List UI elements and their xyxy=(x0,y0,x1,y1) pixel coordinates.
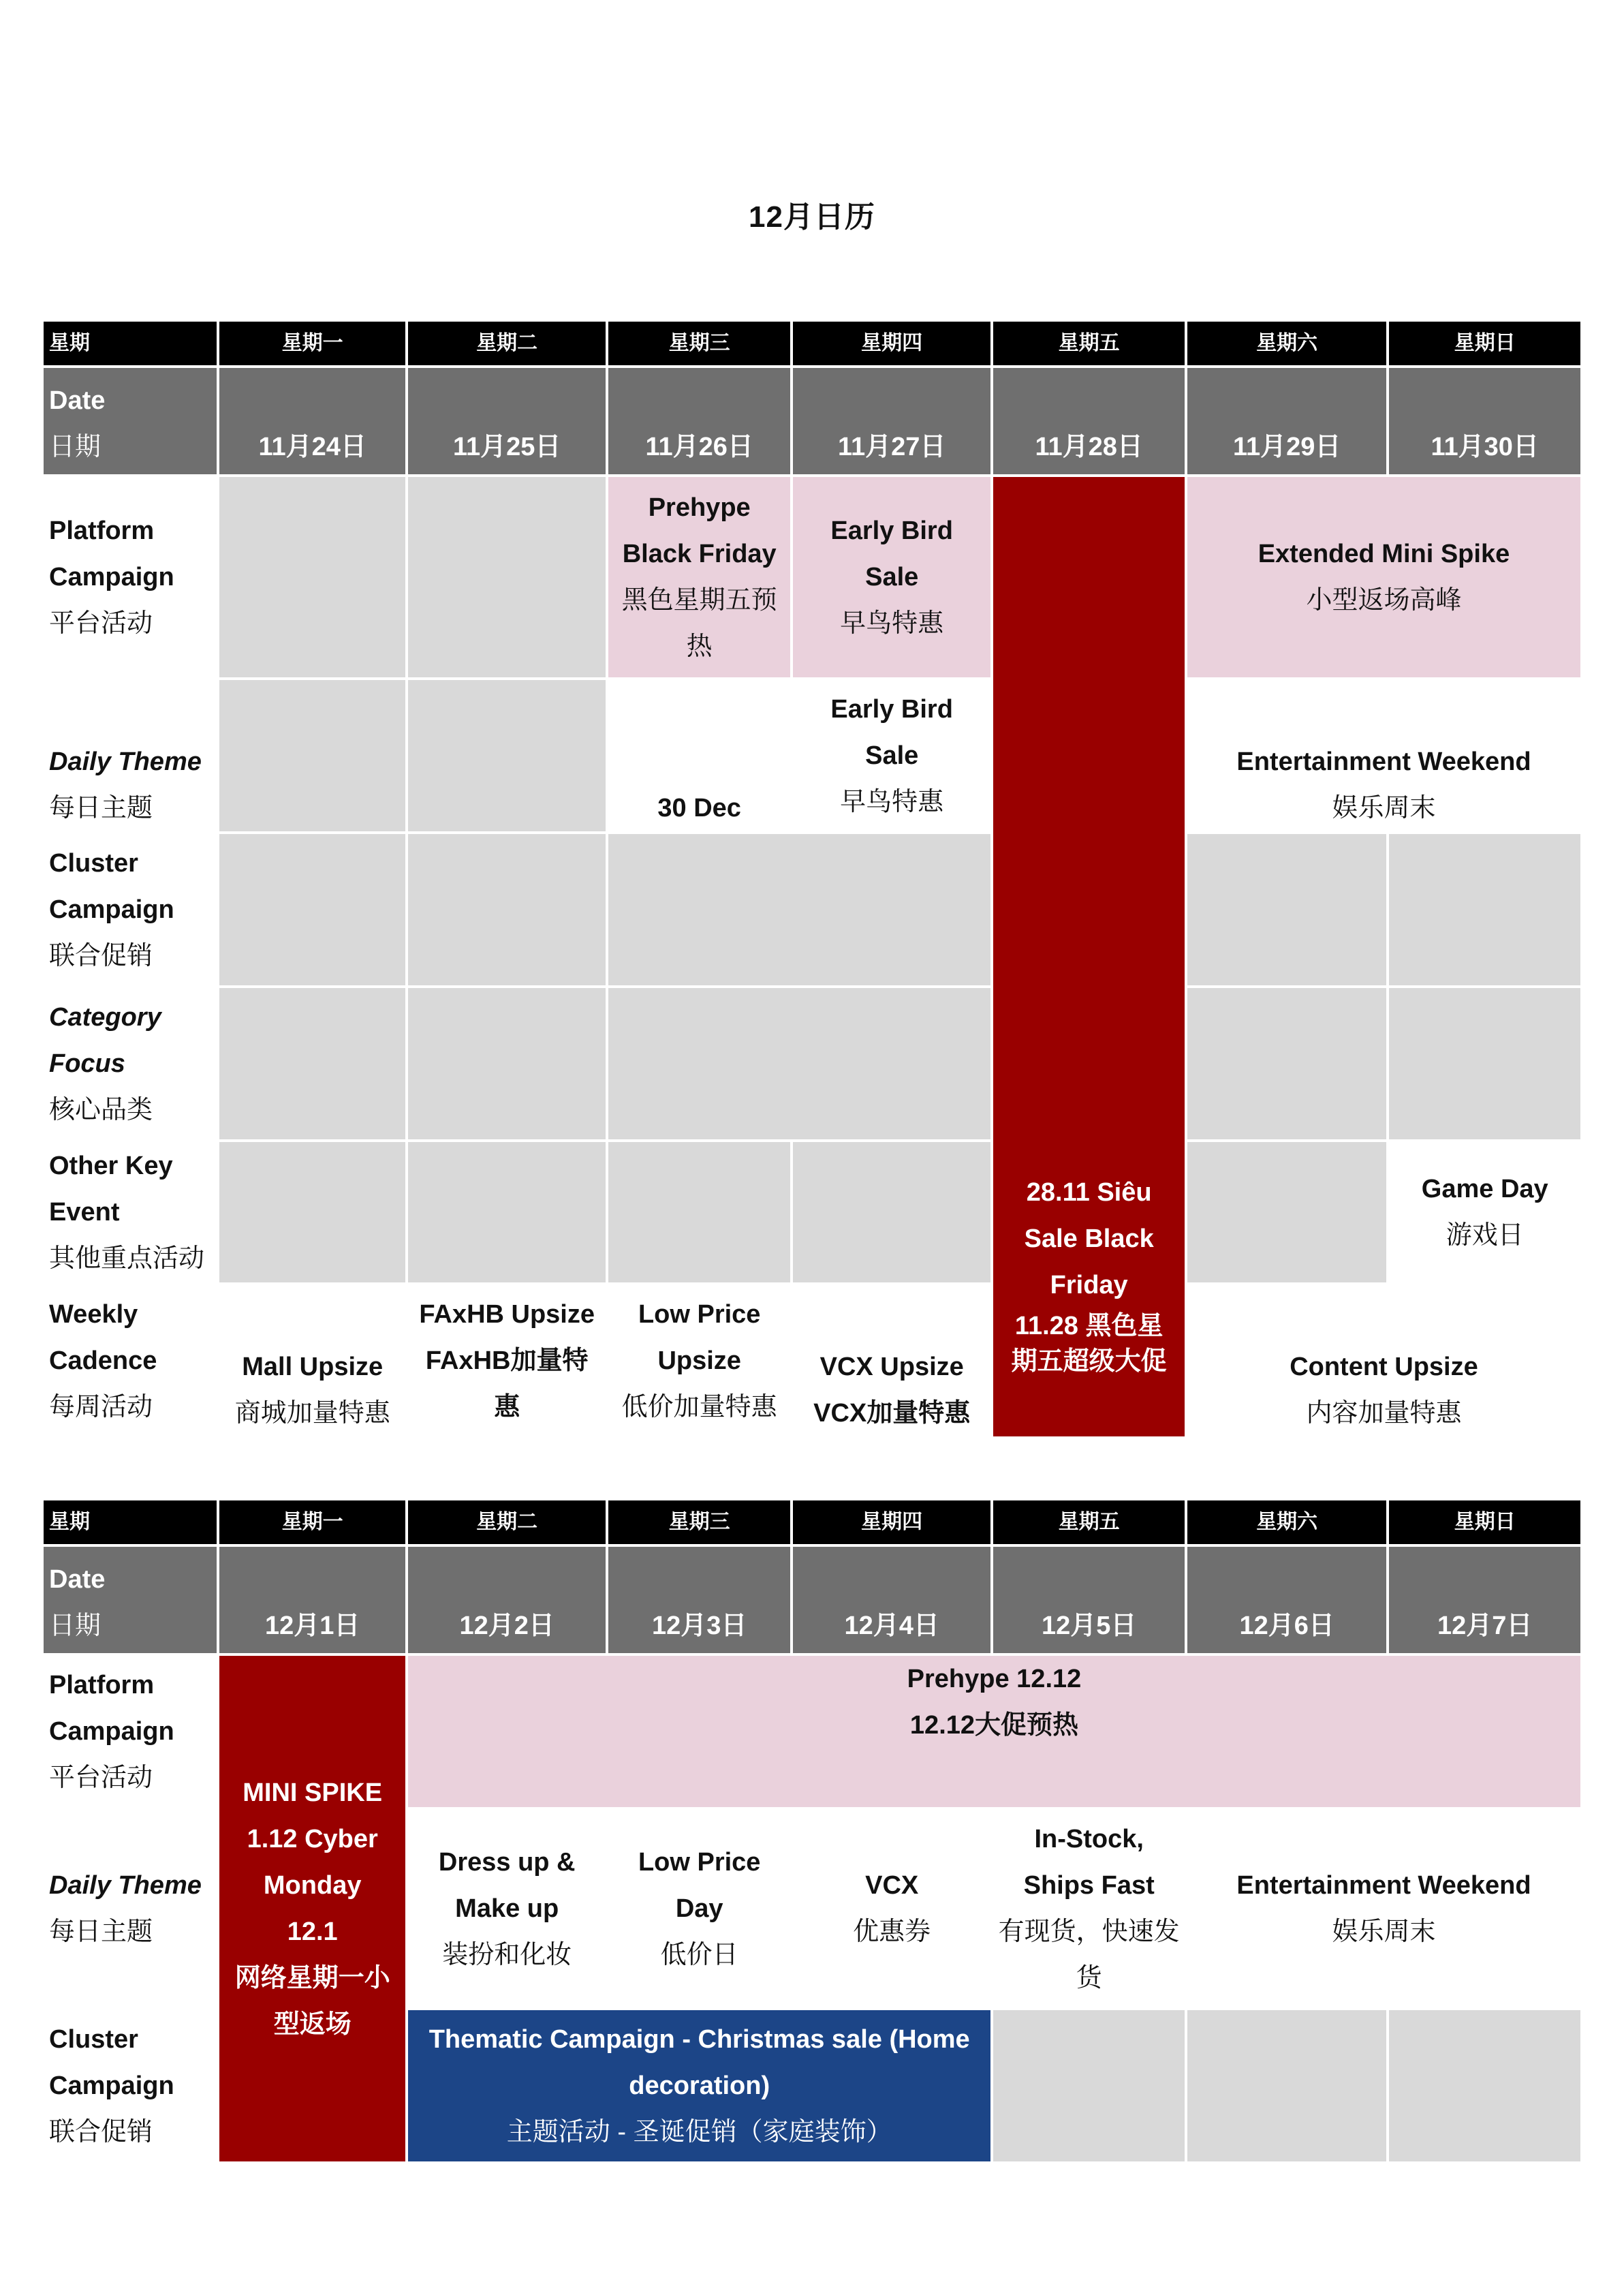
empty-cell xyxy=(608,988,990,1139)
platform-campaign-label: Platform Campaign 平台活动 xyxy=(44,477,217,677)
empty-cell xyxy=(1389,988,1580,1139)
date-cell: 12月7日 xyxy=(1389,1547,1580,1653)
date-row xyxy=(44,368,1580,474)
weekday-tue: 星期二 xyxy=(408,1500,606,1544)
weekday-fri: 星期五 xyxy=(993,1500,1185,1544)
other-key-event-label: Other Key Event 其他重点活动 xyxy=(44,1142,217,1282)
page-title: 12月日历 xyxy=(749,200,875,234)
weekday-tue: 星期二 xyxy=(408,322,606,365)
weekday-sun: 星期日 xyxy=(1389,1500,1580,1544)
entertainment-weekend-cell: Entertainment Weekend 娱乐周末 xyxy=(1187,680,1580,831)
weekday-label: 星期 xyxy=(44,1500,217,1544)
empty-cell xyxy=(408,834,606,985)
empty-cell xyxy=(793,1142,991,1282)
date-cell: 12月1日 xyxy=(219,1547,405,1653)
cluster-campaign-label: Cluster Campaign 联合促销 xyxy=(44,2010,217,2161)
early-bird-sale-cell: Early Bird Sale 早鸟特惠 xyxy=(793,477,991,677)
extended-mini-spike-cell: Extended Mini Spike 小型返场高峰 xyxy=(1187,477,1580,677)
empty-cell xyxy=(408,988,606,1139)
empty-cell xyxy=(219,1142,405,1282)
weekday-wed: 星期三 xyxy=(608,322,790,365)
weekly-cadence-label: Weekly Cadence 每周活动 xyxy=(44,1285,217,1436)
daily-theme-wed-cell: 30 Dec xyxy=(608,680,790,831)
weekday-mon: 星期一 xyxy=(219,322,405,365)
weekday-wed: 星期三 xyxy=(608,1500,790,1544)
date-cell: 12月4日 xyxy=(793,1547,991,1653)
empty-cell xyxy=(993,2010,1185,2161)
date-cell: 12月5日 xyxy=(993,1547,1185,1653)
weekday-thu: 星期四 xyxy=(793,322,991,365)
date-row xyxy=(44,1547,1580,1653)
empty-cell xyxy=(1389,834,1580,985)
date-cell: 11月26日 xyxy=(608,368,790,474)
category-focus-label: Category Focus 核心品类 xyxy=(44,988,217,1139)
date-cell: 12月2日 xyxy=(408,1547,606,1653)
empty-cell xyxy=(1389,2010,1580,2161)
weekday-label: 星期 xyxy=(44,322,217,365)
empty-cell xyxy=(1187,834,1387,985)
empty-cell xyxy=(219,680,405,831)
empty-cell xyxy=(408,680,606,831)
weekday-sun: 星期日 xyxy=(1389,322,1580,365)
daily-theme-row xyxy=(44,680,1580,831)
vcx-upsize-cell: VCX Upsize VCX加量特惠 xyxy=(793,1285,991,1436)
low-price-upsize-cell: Low Price Upsize 低价加量特惠 xyxy=(608,1285,790,1436)
low-price-day-cell: Low Price Day 低价日 xyxy=(608,1810,790,2007)
date-cell: 11月24日 xyxy=(219,368,405,474)
empty-cell xyxy=(219,988,405,1139)
platform-campaign-row xyxy=(44,1656,1580,1807)
empty-cell xyxy=(1187,1142,1387,1282)
date-row-label: Date 日期 xyxy=(44,1547,217,1653)
weekday-header-row xyxy=(44,1500,1580,1544)
game-day-cell: Game Day 游戏日 xyxy=(1389,1142,1580,1282)
platform-campaign-label: Platform Campaign 平台活动 xyxy=(44,1656,217,1807)
empty-cell xyxy=(408,477,606,677)
dress-up-make-up-cell: Dress up & Make up 装扮和化妆 xyxy=(408,1810,606,2007)
date-cell: 12月6日 xyxy=(1187,1547,1387,1653)
christmas-thematic-campaign-cell: Thematic Campaign - Christmas sale (Home decoration) 主题活动 - 圣诞促销（家庭装饰） xyxy=(408,2010,991,2161)
empty-cell xyxy=(219,834,405,985)
cluster-campaign-row xyxy=(44,834,1580,985)
calendar-week-2 xyxy=(41,1498,1583,2164)
empty-cell xyxy=(1187,2010,1387,2161)
faxhb-upsize-cell: FAxHB Upsize FAxHB加量特 惠 xyxy=(408,1285,606,1436)
entertainment-weekend-cell: Entertainment Weekend 娱乐周末 xyxy=(1187,1810,1580,2007)
cluster-campaign-label: Cluster Campaign 联合促销 xyxy=(44,834,217,985)
empty-cell xyxy=(608,1142,790,1282)
date-row-label: Date 日期 xyxy=(44,368,217,474)
weekday-fri: 星期五 xyxy=(993,322,1185,365)
content-upsize-cell: Content Upsize 内容加量特惠 xyxy=(1187,1285,1580,1436)
date-cell: 11月27日 xyxy=(793,368,991,474)
prehype-1212-cell: Prehype 12.12 12.12大促预热 xyxy=(408,1656,1580,1807)
category-focus-row xyxy=(44,988,1580,1139)
other-key-event-row xyxy=(44,1142,1580,1282)
date-cell: 11月25日 xyxy=(408,368,606,474)
empty-cell xyxy=(219,477,405,677)
date-cell: 11月29日 xyxy=(1187,368,1387,474)
weekday-sat: 星期六 xyxy=(1187,322,1387,365)
weekday-header-row xyxy=(44,322,1580,365)
in-stock-ships-fast-cell: In-Stock, Ships Fast 有现货，快速发 货 xyxy=(993,1810,1185,2007)
daily-theme-label: Daily Theme 每日主题 xyxy=(44,1810,217,2007)
prehype-black-friday-cell: Prehype Black Friday 黑色星期五预 热 xyxy=(608,477,790,677)
date-cell: 11月30日 xyxy=(1389,368,1580,474)
empty-cell xyxy=(1187,988,1387,1139)
black-friday-super-sale-block: 28.11 Siêu Sale Black Friday 11.28 黑色星 期五超级大促 xyxy=(993,477,1185,1436)
mini-spike-cyber-monday-block: MINI SPIKE 1.12 Cyber Monday 12.1 网络星期一小 型返场 xyxy=(219,1656,405,2161)
weekday-mon: 星期一 xyxy=(219,1500,405,1544)
daily-theme-thu-cell: Early Bird Sale 早鸟特惠 xyxy=(793,680,991,831)
empty-cell xyxy=(608,834,990,985)
platform-campaign-row xyxy=(44,477,1580,677)
date-cell: 11月28日 xyxy=(993,368,1185,474)
weekly-cadence-row xyxy=(44,1285,1580,1436)
vcx-voucher-cell: VCX 优惠券 xyxy=(793,1810,991,2007)
date-cell: 12月3日 xyxy=(608,1547,790,1653)
empty-cell xyxy=(408,1142,606,1282)
weekday-thu: 星期四 xyxy=(793,1500,991,1544)
calendar-week-1 xyxy=(41,319,1583,1439)
mall-upsize-cell: Mall Upsize 商城加量特惠 xyxy=(219,1285,405,1436)
weekday-sat: 星期六 xyxy=(1187,1500,1387,1544)
daily-theme-label: Daily Theme 每日主题 xyxy=(44,680,217,831)
